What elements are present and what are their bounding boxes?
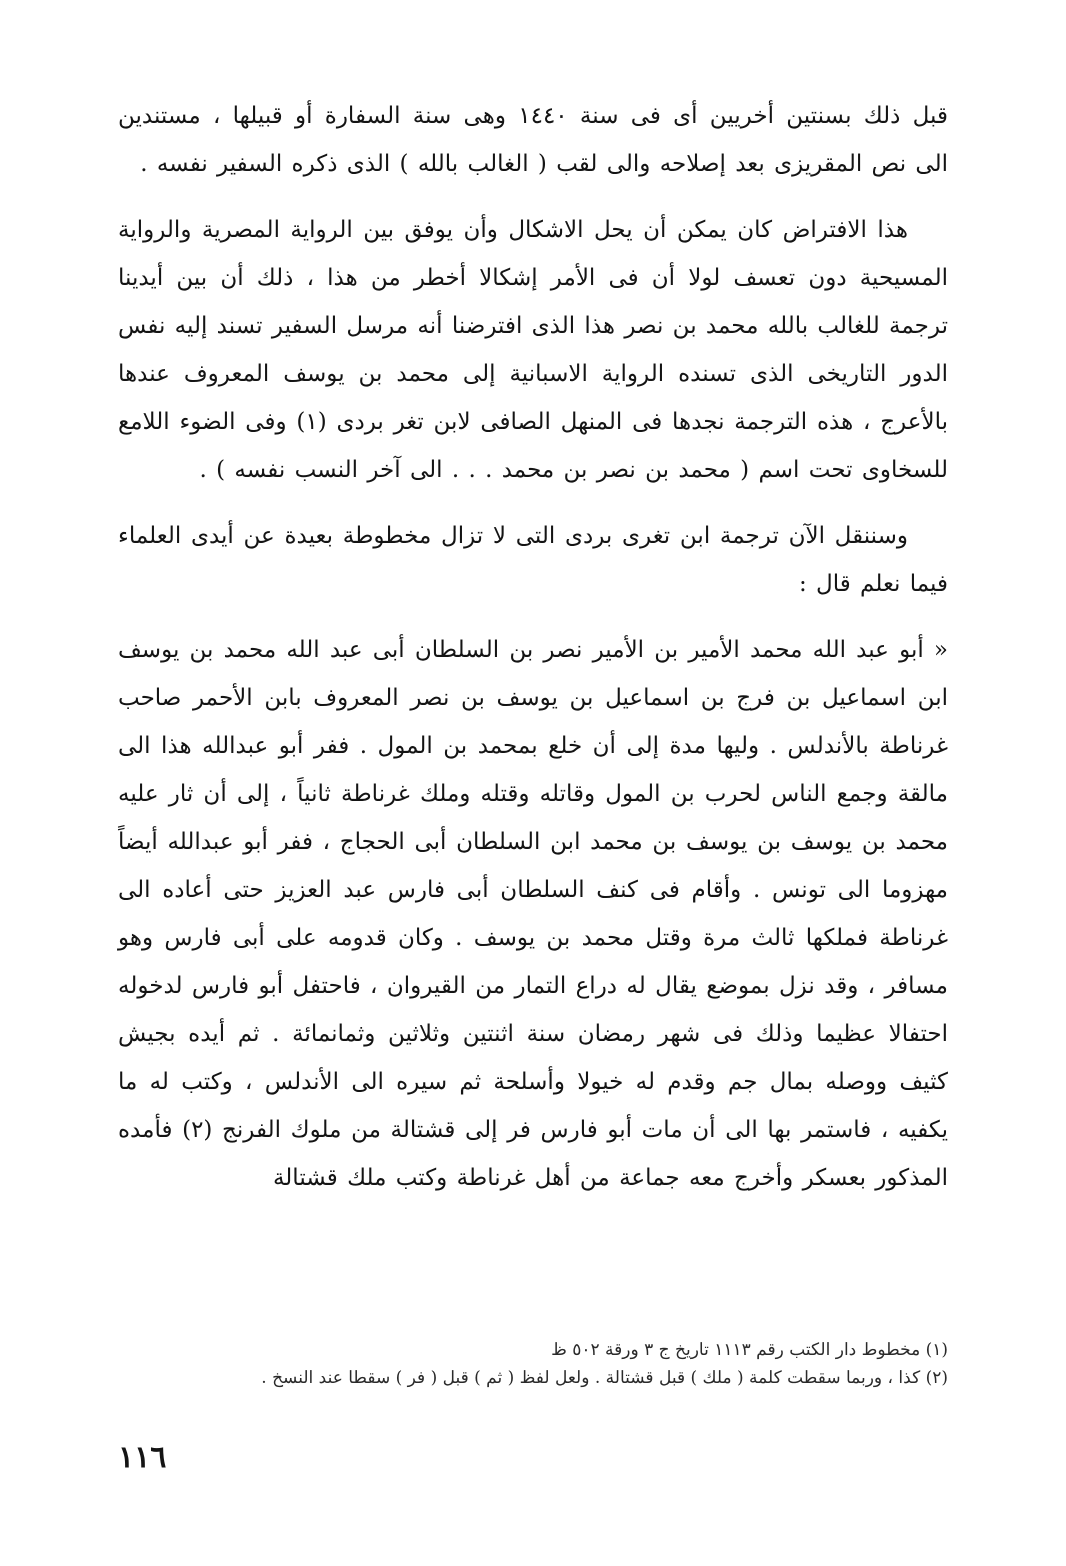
footnote-1: (١) مخطوط دار الكتب رقم ١١١٣ تاريخ ج ٣ ورقة ٥٠٢ ظ — [551, 1340, 948, 1360]
paragraph-1: قبل ذلك بسنتين أخريين أى فى سنة ١٤٤٠ وهى سنة السفارة أو قبيلها ، مستندين الى نص المقريزى بعد إصلاحه والى لقب ( الغالب بالله ) الذى ذكره السفير نفسه . — [118, 103, 948, 177]
page-number: ١١٦ — [118, 1440, 167, 1475]
paragraph-3: وسننقل الآن ترجمة ابن تغرى بردى التى لا تزال مخطوطة بعيدة عن أيدى العلماء فيما نعلم قال : — [118, 523, 948, 597]
footnotes — [118, 1336, 948, 1392]
paragraph-4-quotation: « أبو عبد الله محمد الأمير بن الأمير نصر بن السلطان أبى عبد الله محمد بن يوسف ابن اسماعيل بن فرج بن اسماعيل بن يوسف بن نصر المعروف بابن الأحمر صاحب غرناطة بالأندلس . وليها مدة إلى أن خلع بمحمد بن المول . ففر أبو عبدالله هذا الى مالقة وجمع الناس لحرب بن المول وقاتله وقتله وملك غرناطة ثانياً ، إلى أن ثار عليه محمد بن يوسف بن يوسف بن محمد ابن السلطان أبى الحجاج ، ففر أبو عبدالله أيضاً مهزوما الى تونس . وأقام فى كنف السلطان أبى فارس عبد العزيز حتى أعاده الى غرناطة فملكها ثالث مرة وقتل محمد بن يوسف . وكان قدومه على أبى فارس وهو مسافر ، وقد نزل بموضع يقال له دراع التمار من القيروان ، فاحتفل أبو فارس لدخوله احتفالا عظيما وذلك فى شهر رمضان سنة اثنتين وثلاثين وثمانمائة . ثم أيده بجيش كثيف ووصله بمال جم وقدم له خيولا وأسلحة ثم سيره الى الأندلس ، وكتب له ما يكفيه ، فاستمر بها الى أن مات أبو فارس فر إلى قشتالة من ملوك الفرنج (٢) فأمده المذكور بعسكر وأخرج معه جماعة من أهل غرناطة وكتب ملك قشتالة — [118, 637, 948, 1191]
footnote-2: (٢) كذا ، وربما سقطت كلمة ( ملك ) قبل قشتالة . ولعل لفظ ( ثم ) قبل ( فر ) سقطا عند النسخ . — [261, 1368, 948, 1388]
paragraph-2: هذا الافتراض كان يمكن أن يحل الاشكال وأن يوفق بين الرواية المصرية والرواية المسيحية دون تعسف لولا أن فى الأمر إشكالا أخطر من هذا ، ذلك أن بين أيدينا ترجمة للغالب بالله محمد بن نصر هذا الذى افترضنا أنه مرسل السفير تسند إليه نفس الدور التاريخى الذى تسنده الرواية الاسبانية إلى محمد بن يوسف المعروف عندها بالأعرج ، هذه الترجمة نجدها فى المنهل الصافى لابن تغر بردى (١) وفى الضوء اللامع للسخاوى تحت اسم ( محمد بن نصر بن محمد . . . الى آخر النسب نفسه ) . — [118, 217, 948, 483]
body-text — [118, 92, 948, 1202]
